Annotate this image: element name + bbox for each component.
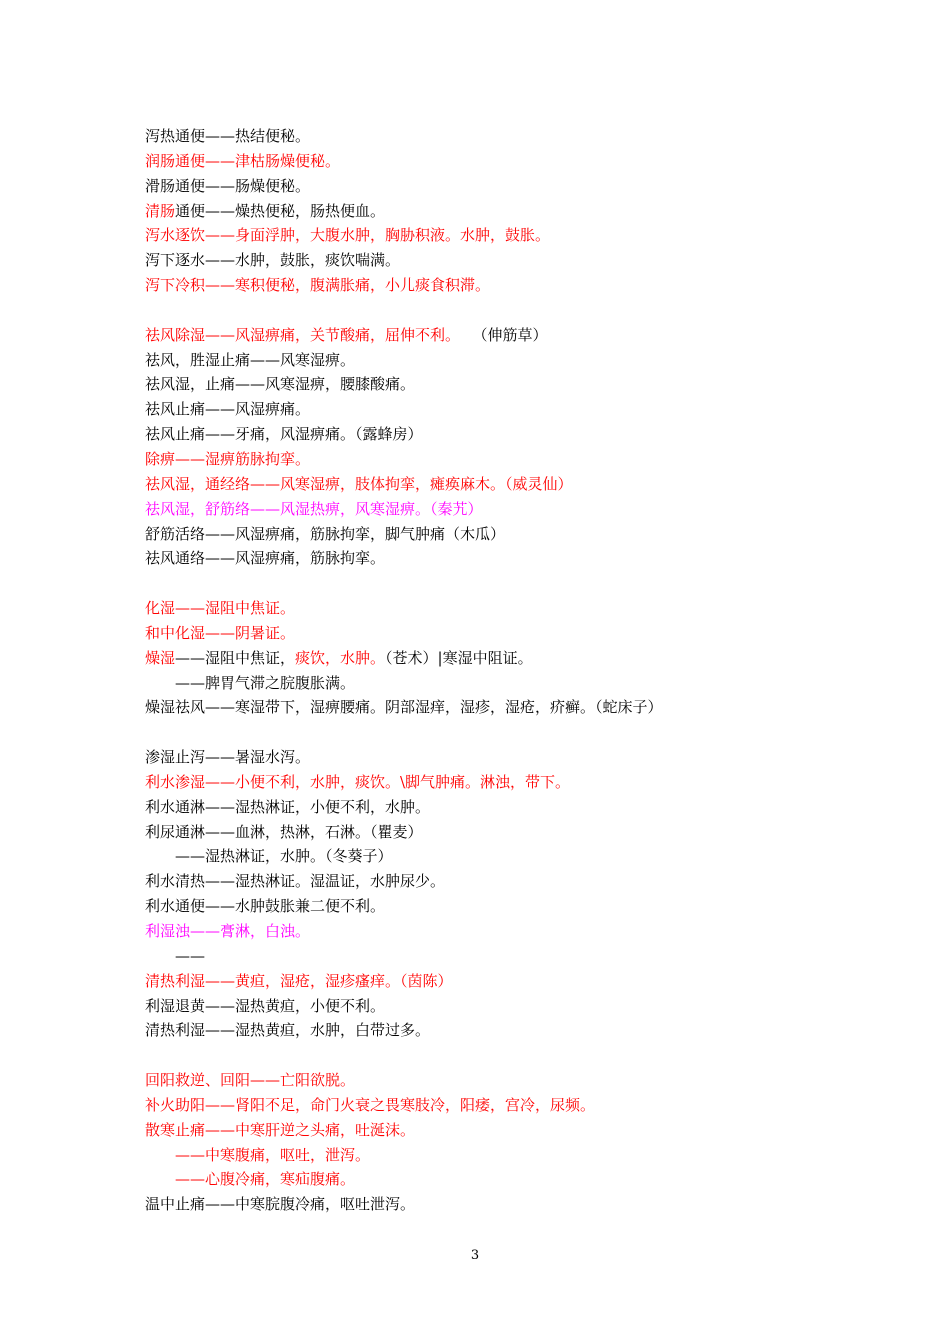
text-line: ——湿热淋证，水肿。（冬葵子）	[175, 847, 393, 866]
text-line: 利水渗湿——小便不利，水肿，痰饮。\脚气肿痛。淋浊，带下。	[145, 772, 571, 791]
text-line: 利尿通淋——血淋，热淋，石淋。（瞿麦）	[145, 822, 423, 841]
text-segment: （苍术）|寒湿中阻证。	[385, 648, 533, 667]
page-number: 3	[470, 1248, 480, 1263]
text-line: 润肠通便——津枯肠燥便秘。	[145, 151, 341, 170]
text-segment: 通便——燥热便秘，肠热便血。	[175, 201, 386, 220]
text-line	[145, 323, 845, 348]
text-line: 补火助阳——肾阳不足，命门火衰之畏寒肢冷，阳痿，宫冷，尿频。	[145, 1095, 596, 1114]
text-line: 祛风通络——风湿痹痛，筋脉拘挛。	[145, 549, 386, 568]
text-segment: 燥湿	[145, 648, 176, 667]
text-line: 泻水逐饮——身面浮肿，大腹水肿，胸胁积液。水肿，鼓胀。	[145, 226, 551, 245]
text-line: ——	[175, 946, 205, 965]
text-line: 除痹——湿痹筋脉拘挛。	[145, 449, 311, 468]
text-line: 祛风止痛——风湿痹痛。	[145, 400, 311, 419]
text-line: 利湿退黄——湿热黄疸，小便不利。	[145, 996, 386, 1015]
text-line: 燥湿祛风——寒湿带下，湿痹腰痛。阴部湿痒，湿疹，湿疮，疥癣。（蛇床子）	[145, 698, 663, 717]
blank-line	[145, 720, 845, 745]
document-body	[145, 124, 845, 1217]
text-line: ——脾胃气滞之脘腹胀满。	[175, 673, 356, 692]
text-line: 清热利湿——湿热黄疸，水肿，白带过多。	[145, 1021, 431, 1040]
text-line: 温中止痛——中寒脘腹冷痛，呕吐泄泻。	[145, 1195, 416, 1214]
blank-line	[145, 1043, 845, 1068]
text-segment: ——湿阻中焦证，	[175, 648, 296, 667]
blank-line	[145, 571, 845, 596]
text-line: 祛风，胜湿止痛——风寒湿痹。	[145, 350, 356, 369]
text-line: 祛风湿，舒筋络——风湿热痹，风寒湿痹。（秦艽）	[145, 499, 483, 518]
text-line: 利水通便——水肿鼓胀兼二便不利。	[145, 897, 386, 916]
text-line: 利水通淋——湿热淋证，小便不利，水肿。	[145, 797, 431, 816]
text-segment: （伸筋草）	[480, 325, 548, 344]
text-segment: 痰饮，水肿。	[295, 648, 386, 667]
text-line: ——心腹冷痛，寒疝腹痛。	[175, 1170, 356, 1189]
text-line: 舒筋活络——风湿痹痛，筋脉拘挛，脚气肿痛（木瓜）	[145, 524, 506, 543]
text-line: 散寒止痛——中寒肝逆之头痛，吐涎沫。	[145, 1120, 416, 1139]
text-line: 和中化湿——阴暑证。	[145, 623, 296, 642]
text-segment: 清肠	[145, 201, 176, 220]
text-line: 泻热通便——热结便秘。	[145, 127, 311, 145]
text-line: 渗湿止泻——暑湿水泻。	[145, 748, 311, 767]
text-line: 泻下逐水——水肿，鼓胀，痰饮喘满。	[145, 251, 401, 270]
text-line	[145, 199, 845, 224]
text-line: 滑肠通便——肠燥便秘。	[145, 176, 311, 195]
text-line: ——中寒腹痛，呕吐，泄泻。	[175, 1145, 371, 1164]
text-segment: 祛风除湿——风湿痹痛，关节酸痛，屈伸不利。	[145, 325, 461, 344]
text-line: 清热利湿——黄疸，湿疮，湿疹瘙痒。（茵陈）	[145, 971, 453, 990]
blank-line	[145, 298, 845, 323]
text-line: 祛风湿，止痛——风寒湿痹，腰膝酸痛。	[145, 375, 416, 394]
text-line: 利湿浊——膏淋，白浊。	[145, 922, 311, 940]
text-line: 化湿——湿阻中焦证。	[145, 599, 296, 618]
text-line: 祛风湿，通经络——风寒湿痹，肢体拘挛，瘫痪麻木。（威灵仙）	[145, 474, 573, 493]
text-line: 回阳救逆、回阳——亡阳欲脱。	[145, 1071, 356, 1090]
text-line: 泻下冷积——寒积便秘，腹满胀痛，小儿痰食积滞。	[145, 276, 491, 295]
text-line: 利水清热——湿热淋证。湿温证，水肿尿少。	[145, 872, 446, 891]
text-line	[145, 646, 845, 671]
text-line: 祛风止痛——牙痛，风湿痹痛。（露蜂房）	[145, 425, 423, 444]
